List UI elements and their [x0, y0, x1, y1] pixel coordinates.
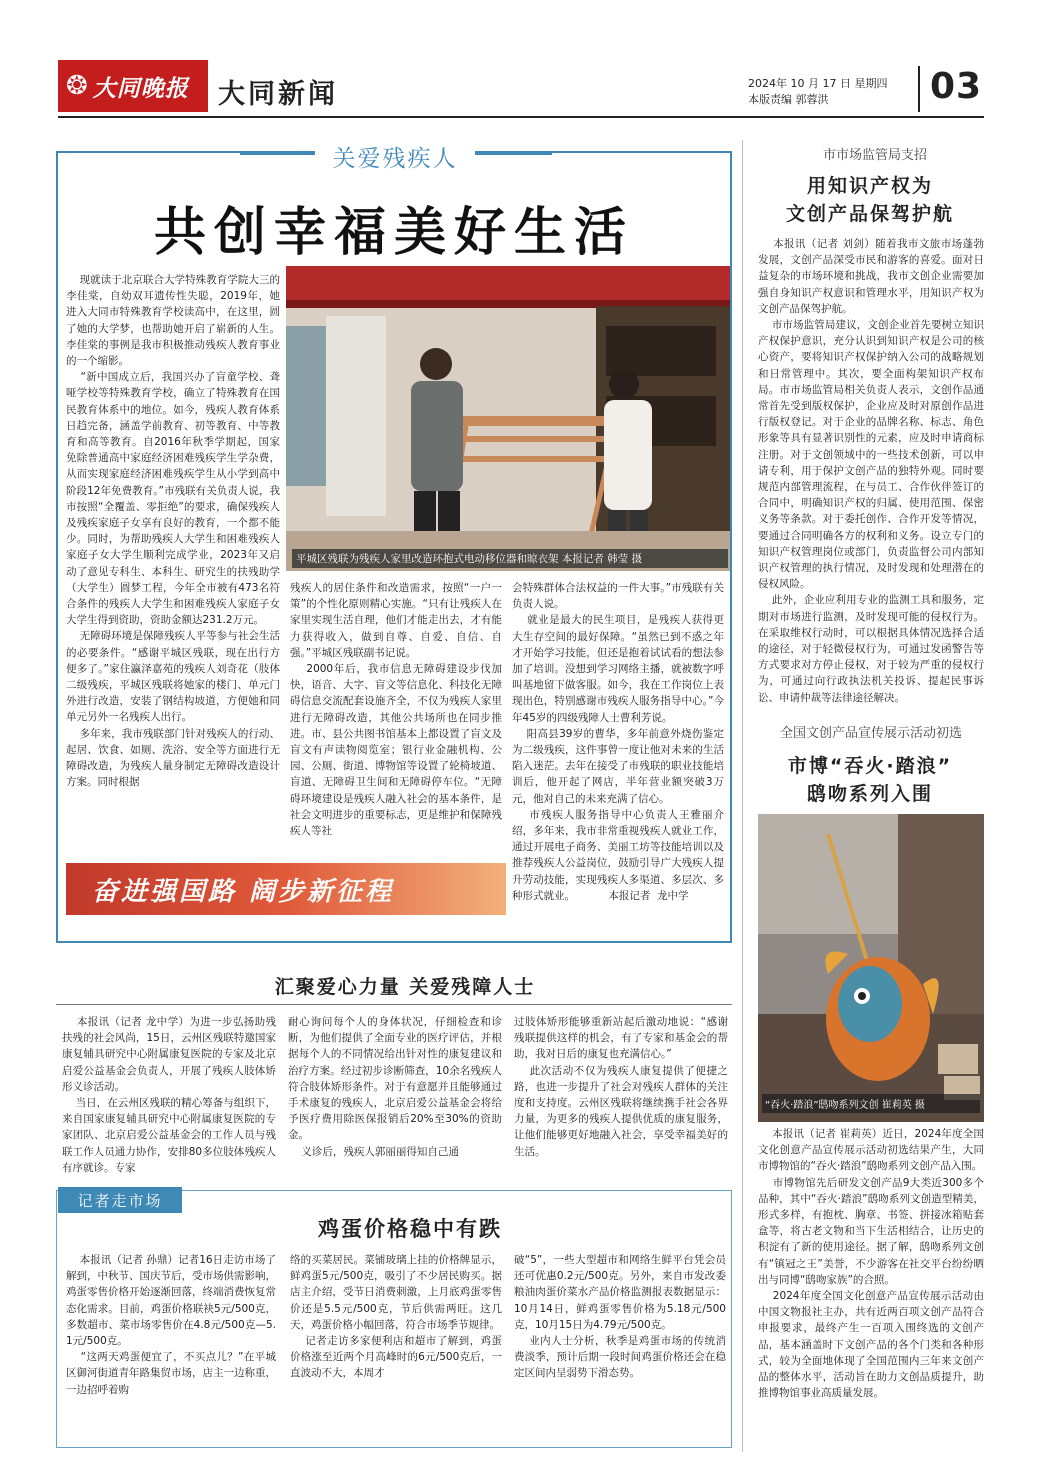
photo-illustration-2	[758, 814, 984, 1122]
page-editor: 本版责编 郭蓉洪	[748, 93, 829, 106]
logo-text: 大同晚报	[92, 75, 189, 102]
feature-headline: 共创幸福美好生活	[153, 202, 634, 263]
newspaper-logo	[58, 60, 208, 112]
logo-mark-icon: ❂	[66, 71, 89, 101]
feature-column-1: 现就读于北京联合大学特殊教育学院大三的李佳棠，自幼双耳遗传性失聪，2019年，她进入大同市特殊教育学校读高中，在这里，圆了她的大学梦，也帮助她开启了崭新的人生。李佳棠的事例是我市积极推动残疾人教育事业的一个缩影。 “新中国成立后，我国兴办了盲童学校、聋哑学校等特殊教育学校，确立了特殊教育在国民教育体系中的地位。如今，残疾人教育体系日趋完备，涵盖学前教育、初等教育、中等教育和高等教育。自2016年秋季学期起，国家免除普通高中家庭经济困难残疾学生学杂费，从而实现家庭经济困难残疾学生从小学到高中阶段12年免费教育。”市残联有关负责人说，我市按照“全覆盖、零拒绝”的要求，确保残疾人及残疾家庭子女享有良好的教育，一个都不能少。同时，为帮助残疾人大学生和困难残疾人家庭子女大学生顺利完成学业，2023年又启动了意见专科生、本科生、研究生的扶残助学（大学生）圆梦工程，今年全市被有473名符合条件的残疾人大学生和困难残疾人家庭子女大学生得到资助，资助金额达231.2万元。 无障碍环境是保障残疾人平等参与社会生活的必要条件。“感谢平城区残联，现在出行方便多了。”家住瀛泽嘉苑的残疾人刘奇花（肢体二级残疾，平城区残联将她家的楼门、单元门外进行改造，安装了钢结构坡道，方便她和同单元另外一名残疾人出行。 多年来，我市残联部门针对残疾人的行动、起居、饮食、如厕、洗浴、安全等方面进行无障碍改造，为残疾人量身制定无障碍改造设计方案。同时根据	[66, 274, 280, 789]
product-photo	[758, 814, 984, 1122]
article-column-3: 过肢体矫形能够重新站起后激动地说：“感谢残联提供这样的机会，有了专家和基金会的帮助，我对日后的康复也充满信心。” 此次活动不仅为残疾人康复提供了便捷之路，也进一步提升了社会对残疾人群体的关注度和支持度。云州区残联将继续携手社会各界力量，为更多的残疾人提供优质的康复服务，让他们能够更好地融入社会，享受幸福美好的生活。	[514, 1016, 729, 1158]
right-article-2: 本报讯（记者 崔莉英）近日，2024年度全国文化创意产品宣传展示活动初选结果产生，大同市博物馆的“吞火·踏浪”鸱吻系列文创产品入围。 市博物馆先后研发文创产品9大类近300多个品种，其中“吞火·踏浪”鸱吻系列文创造型精美，形式多样，有抱枕、胸章、书签、拼接冰箱贴套盒等，将古老文物和当下生活相结合，让历史的积淀有了新的使用途径。据了解，鸱吻系列文创有“镇冠之王”美誉，不少游客在社交平台纷纷晒出与同博“鸱吻家族”的合照。 2024年度全国文化创意产品宣传展示活动由中国文物报社主办，共有近两百项文创产品符合申报要求，最终产生一百项入围终选的文创产品，基本涵盖时下文创产品的各个门类和各种形式，较为全面地体现了全国范围内三年来文创产品的整体水平，活动旨在助力文创品质提升，助推博物馆事业高质量发展。	[758, 1128, 984, 1400]
header-rule	[58, 116, 984, 118]
photo-illustration	[286, 266, 730, 571]
market-column-2: 络的买菜居民。菜铺玻璃上挂的价格牌显示，鲜鸡蛋5元/500克，吸引了不少居民购买。据店主介绍，受节日消费刺激，上月底鸡蛋零售价还是5.5元/500克，节后供需两旺。这几天，鸡蛋价格小幅回落，符合市场季节规律。 记者走访多家便利店和超市了解到，鸡蛋价格涨至近两个月高峰时的6元/500克后，一直波动不大，本周才	[290, 1254, 502, 1380]
feature-column-3: 会特殊群体合法权益的一件大事。”市残联有关负责人说。 就业是最大的民生项目，是残疾人获得更大生存空间的最好保障。“虽然已到不惑之年才开始学习技能，但还是抱着试试看的想法参加了培训。没想到学习网络主播，就被数字呼叫基地留下做客服。如今，我在工作岗位上表现出色，特别感谢市残疾人服务指导中心。”今年45岁的四级残障人士曹利芳说。 阳高县39岁的曹华，多年前意外烧伤鉴定为二级残疾，这件事曾一度让他对未来的生活陷入迷茫。去年在接受了市残联的职业技能培训后，他开起了网店，半年营业额突破3万元，他对自己的未来充满了信心。 市残疾人服务指导中心负责人王雅丽介绍，多年来，我市非常重视残疾人就业工作，通过开展电子商务、美丽工坊等技能培训以及推荐残疾人公益岗位，鼓励引导广大残疾人提升劳动技能，实现残疾人多渠道、多层次、多种形式就业。 本报记者 龙中学	[512, 582, 725, 902]
right-article-1: 本报讯（记者 刘剑）随着我市文旅市场蓬勃发展，文创产品深受市民和游客的喜爱。面对日益复杂的市场环境和挑战，我市文创企业需要加强自身知识产权意识和管理水平，用知识产权为文创产品保驾护航。 市市场监管局建议，文创企业首先要树立知识产权保护意识，充分认识到知识产权是公司的核心资产，要将知识产权保护纳入公司的战略规划和日常管理中。其次，要全面构架知识产权布局。市市场监管局相关负责人表示，文创作品通常首先受到版权保护，企业应及时对原创作品进行版权登记。对于企业的品牌名称、标志、角色形象等具有显著识别性的元素，应及时申请商标注册。对于文创领域中的一些技术创新，可以申请专利，用于保护文创产品的独特外观。同时要规范内部管理流程，在与员工、合作伙伴签订的合同中，明确知识产权的归属、使用范围、保密义务等条款。对于委托创作、合作开发等情况，要通过合同明确各方的权利和义务。设立专门的知识产权管理岗位或部门，负责监督公司内部知识产权管理的执行情况，及时发现和处理潜在的侵权风险。 此外，企业应利用专业的监测工具和服务，定期对市场进行监测，及时发现可能的侵权行为。在采取维权行动时，可以根据具体情况选择合适的途径，对于轻微侵权行为，可通过发函警告等方式要求对方停止侵权，对于较为严重的侵权行为，可通过向行政执法机关投诉、提起民事诉讼、申请仲裁等法律途径解决。	[758, 238, 984, 704]
article-column-1: 本报讯（记者 龙中学）为进一步弘扬助残扶残的社会风尚，15日，云州区残联特邀国家康复辅具研究中心附属康复医院的专家及北京启爱公益基金会负责人，开展了残疾人肢体矫形义诊活动。 当日，在云州区残联的精心筹备与组织下，来自国家康复辅具研究中心附属康复医院的专家团队、北京启爱公益基金会的工作人员与残联工作人员通力协作，安排80多位肢体残疾人有序就诊。专家	[62, 1016, 276, 1174]
right-kicker-1: 市市场监管局支招	[822, 148, 927, 163]
market-column-1: 本报讯（记者 孙鼎）记者16日走访市场了解到，中秋节、国庆节后，受市场供需影响，鸡蛋零售价格开始逐渐回落，终端消费恢复常态化需求。目前，鸡蛋价格联袂5元/500克，多数超市、菜市场零售价在4.8元/500克—5.1元/500克。 “这两天鸡蛋便宜了，不买点儿？”在平城区御河街道青年路集贸市场，店主一边称重，一边招呼着购	[66, 1254, 276, 1396]
article-column-2: 耐心询问每个人的身体状况，仔细检查和诊断，为他们提供了全面专业的医疗评估，并根据每个人的不同情况给出针对性的康复建议和治疗方案。经过初步诊断筛查，10余名残疾人符合肢体矫形条件。对于有意愿并且能够通过手术康复的残疾人，北京启爱公益基金会将给予医疗费用除医保报销后20%至30%的资助金。 义诊后，残疾人郭丽丽得知自己通	[288, 1016, 502, 1158]
right-headline-2b: 鸱吻系列入围	[806, 783, 933, 805]
market-column-3: 破“5”，一些大型超市和网络生鲜平台凭会员还可优惠0.2元/500克。另外，来自市发改委粮油肉蛋价菜水产品价格监测报表数据显示：10月14日，鲜鸡蛋零售价格为5.18元/500克，10月15日为4.79元/500克。 业内人士分析，秋季是鸡蛋市场的传统消费淡季，预计后期一段时间鸡蛋价格还会在稳定区间内呈弱势下滑态势。	[514, 1254, 726, 1380]
product-photo-caption: “吞火·踏浪”鸱吻系列文创 崔莉英 摄	[762, 1094, 980, 1113]
right-headline-1b: 文创产品保驾护航	[785, 203, 954, 225]
photo-caption: 平城区残联为残疾人家里改造环抱式电动移位器和晾衣架 本报记者 韩莹 摄	[292, 549, 728, 568]
right-headline-1a: 用知识产权为	[806, 175, 933, 197]
article-headline: 汇聚爱心力量 关爱残障人士	[274, 976, 536, 998]
page-number: 03	[930, 66, 983, 107]
feature-column-2: 残疾人的居住条件和改造需求，按照“一户一策”的个性化原则精心实施。“只有让残疾人在家里实现生活自理，他们才能走出去，才有能力获得收入，做到自尊、自爱、自信、自强。”平城区残联副书记说。 2000年后，我市信息无障碍建设步伐加快，语音、大字、盲文等信息化、科技化无障碍信息交流配套设施齐全，不仅为残疾人家里进行无障碍改造，其他公共场所也在同步推进。市、县公共图书馆基本上都设置了盲文及盲文有声读物阅览室；银行业金融机构、公园、公厕、街道、博物馆等设置了轮椅坡道、盲道、无障碍卫生间和无障碍停车位。“无障碍环境建设是残疾人融入社会的基本条件，是社会文明进步的重要标志，更是维护和保障残疾人等社	[290, 582, 502, 838]
right-headline-2a: 市博“吞火·踏浪”	[787, 755, 953, 777]
column-tag: 记者走市场	[58, 1187, 182, 1213]
article-rule	[56, 1004, 732, 1005]
right-kicker-2: 全国文创产品宣传展示活动初选	[779, 726, 962, 741]
market-headline: 鸡蛋价格稳中有跌	[318, 1216, 502, 1241]
feature-kicker: 关爱残疾人	[315, 140, 475, 173]
feature-photo	[286, 266, 730, 571]
header-divider	[918, 66, 920, 112]
column-divider	[742, 140, 743, 1452]
issue-date: 2024年 10 月 17 日 星期四	[748, 77, 888, 90]
slogan-banner: 奋进强国路 阔步新征程	[66, 863, 506, 915]
section-name: 大同新闻	[218, 79, 338, 110]
